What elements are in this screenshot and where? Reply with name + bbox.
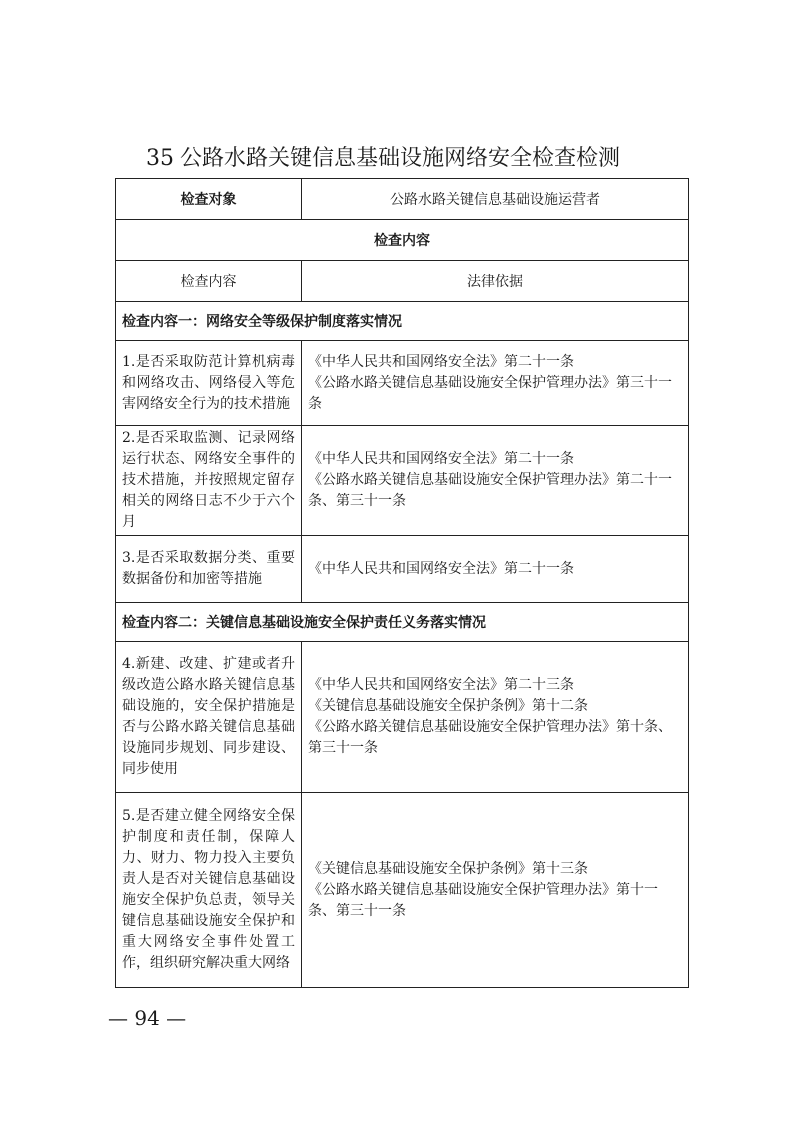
item-content: 3.是否采取数据分类、重要数据备份和加密等措施 bbox=[116, 536, 302, 603]
law-reference: 《中华人民共和国网络安全法》第二十一条 bbox=[308, 451, 574, 467]
item-content: 2.是否采取监测、记录网络运行状态、网络安全事件的技术措施，并按照规定留存相关的网络日志不少于六个月 bbox=[116, 426, 302, 536]
section-row bbox=[116, 603, 689, 642]
item-content: 5.是否建立健全网络安全保护制度和责任制，保障人力、财力、物力投入主要负责人是否对关键信息基础设施安全保护负总责，领导关键信息基础设施安全保护和重大网络安全事件处置工作，组织研究解决重大网络 bbox=[116, 793, 302, 988]
content-title: 检查内容 bbox=[116, 220, 689, 261]
item-law bbox=[302, 341, 689, 426]
item-content: 4.新建、改建、扩建或者升级改造公路水路关键信息基础设施的，安全保护措施是否与公路水路关键信息基础设施同步规划、同步建设、同步使用 bbox=[116, 642, 302, 793]
object-label: 检查对象 bbox=[116, 179, 302, 220]
law-reference: 《公路水路关键信息基础设施安全保护管理办法》第十一条、第三十一条 bbox=[308, 881, 658, 919]
title-number: 35 bbox=[146, 146, 174, 171]
table-row bbox=[116, 642, 689, 793]
law-reference: 《中华人民共和国网络安全法》第二十一条 bbox=[308, 353, 574, 370]
law-reference: 《公路水路关键信息基础设施安全保护管理办法》第二十一条、第三十一条 bbox=[308, 472, 672, 509]
col-header-law: 法律依据 bbox=[302, 261, 689, 302]
page-number: — 94 — bbox=[108, 1006, 187, 1030]
law-reference: 《公路水路关键信息基础设施安全保护管理办法》第十条、第三十一条 bbox=[308, 719, 672, 756]
law-reference: 《中华人民共和国网络安全法》第二十三条 bbox=[308, 677, 574, 693]
table-row bbox=[116, 793, 689, 988]
item-law bbox=[302, 642, 689, 793]
item-content: 1.是否采取防范计算机病毒和网络攻击、网络侵入等危害网络安全行为的技术措施 bbox=[116, 341, 302, 426]
section-title: 检查内容二：关键信息基础设施安全保护责任义务落实情况 bbox=[116, 603, 689, 642]
section-row bbox=[116, 302, 689, 341]
law-reference: 《关键信息基础设施安全保护条例》第十二条 bbox=[308, 698, 588, 714]
object-row bbox=[116, 179, 689, 220]
col-header-content: 检查内容 bbox=[116, 261, 302, 302]
inspection-table bbox=[115, 178, 689, 988]
item-law bbox=[302, 536, 689, 603]
item-law bbox=[302, 793, 689, 988]
law-reference: 《中华人民共和国网络安全法》第二十一条 bbox=[308, 560, 574, 577]
page-title bbox=[146, 144, 666, 174]
object-value: 公路水路关键信息基础设施运营者 bbox=[302, 179, 689, 220]
title-text: 公路水路关键信息基础设施网络安全检查检测 bbox=[180, 146, 621, 171]
column-header-row bbox=[116, 261, 689, 302]
table-row bbox=[116, 536, 689, 603]
content-title-row bbox=[116, 220, 689, 261]
law-reference: 《关键信息基础设施安全保护条例》第十三条 bbox=[308, 860, 588, 877]
item-law bbox=[302, 426, 689, 536]
table-row bbox=[116, 426, 689, 536]
section-title: 检查内容一：网络安全等级保护制度落实情况 bbox=[116, 302, 689, 341]
table-row bbox=[116, 341, 689, 426]
law-reference: 《公路水路关键信息基础设施安全保护管理办法》第三十一条 bbox=[308, 374, 672, 412]
